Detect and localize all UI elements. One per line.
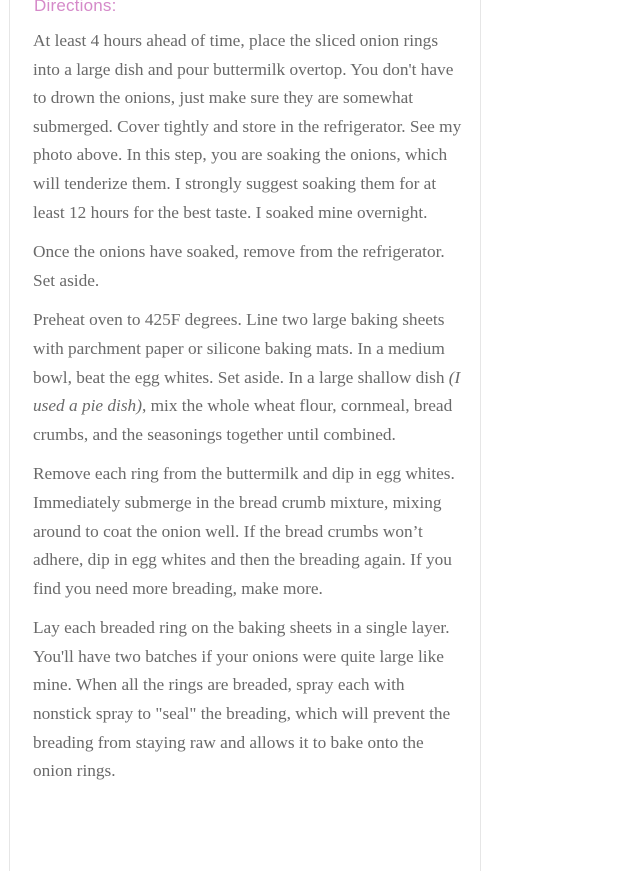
direction-step-5: Lay each breaded ring on the baking sheets in a single layer. You'll have two batches if your onions were quite large like mine. When all the rings are breaded, spray each with nonstick spray to "seal" the breading, which will prevent the breading from staying raw and allows it to bake onto the onion rings.	[33, 618, 451, 781]
direction-step-1: At least 4 hours ahead of time, place the sliced onion rings into a large dish and pour buttermilk overtop. You don't have to drown the onions, just make sure they are somewhat submerged. Cover tightly and store in the refrigerator. See my photo above. In this step, you are soaking the onions, which will tenderize them. I strongly suggest soaking them for at least 12 hours for the best taste. I soaked mine overnight.	[33, 31, 462, 222]
direction-step-3-italic-note: (I used a pie dish)	[33, 367, 461, 416]
direction-step-3-text-after: , mix the whole wheat flour, cornmeal, bread crumbs, and the seasonings together until combined.	[33, 396, 453, 444]
directions-heading: Directions:	[34, 0, 117, 15]
direction-step-4: Remove each ring from the buttermilk and dip in egg whites. Immediately submerge in the bread crumb mixture, mixing around to coat the onion well. If the bread crumbs won’t adhere, dip in egg whites and then the breading again. If you find you need more breading, make more.	[33, 464, 455, 598]
directions-list	[33, 27, 463, 797]
direction-step-3	[33, 306, 463, 449]
direction-step-2: Once the onions have soaked, remove from the refrigerator. Set aside.	[33, 242, 445, 290]
direction-step-3-text-before: Preheat oven to 425F degrees. Line two large baking sheets with parchment paper or silicone baking mats. In a medium bowl, beat the egg whites. Set aside. In a large shallow dish	[33, 310, 449, 387]
